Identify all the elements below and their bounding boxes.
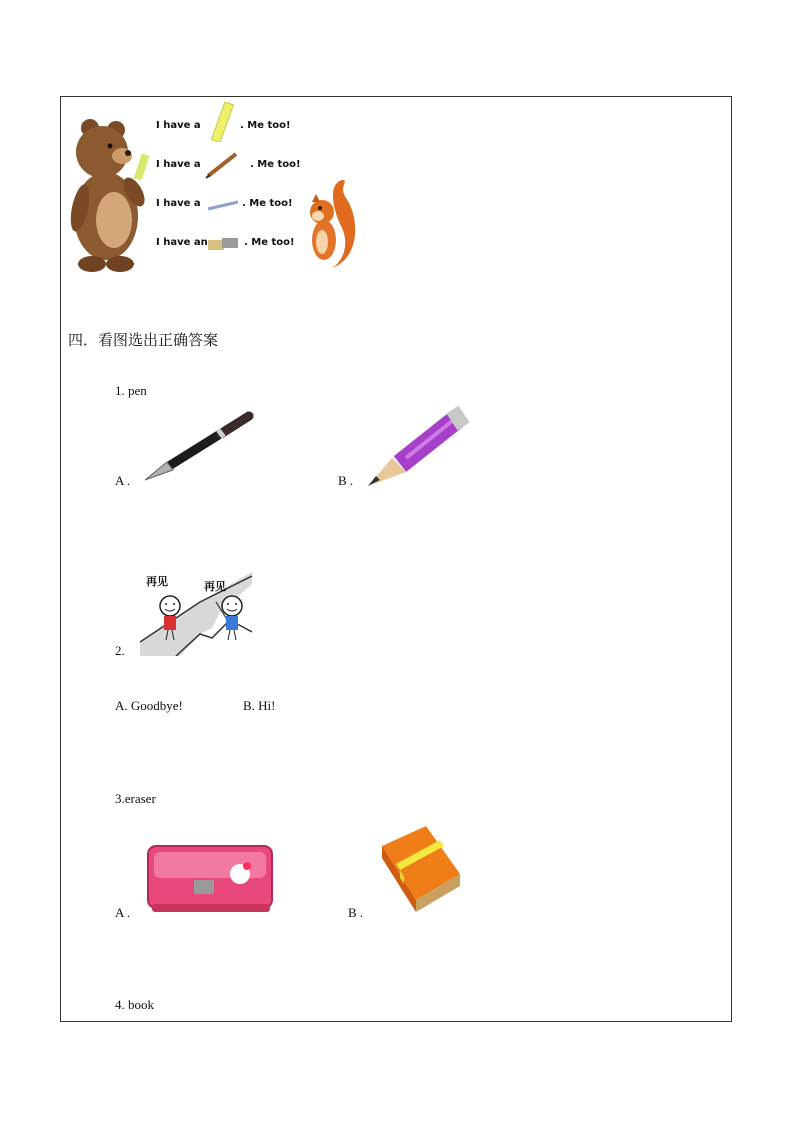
dialogue-suffix: . Me too!	[242, 198, 293, 209]
ruler-icon	[206, 102, 240, 142]
question-3-number: 3.eraser	[115, 791, 156, 806]
question-3-option-b-label[interactable]: B .	[348, 905, 364, 920]
question-2-number: 2.	[115, 643, 125, 658]
question-3-option-a-label[interactable]: A .	[115, 905, 131, 920]
dialogue-suffix: . Me too!	[244, 237, 295, 248]
section-heading: 四．看图选出正确答案	[68, 331, 219, 349]
book-icon[interactable]	[378, 824, 464, 916]
question-4-number: 4. book	[115, 997, 154, 1012]
pencil-icon	[204, 150, 240, 180]
question-2-option-b[interactable]: B. Hi!	[243, 698, 276, 713]
pen-icon	[206, 198, 240, 212]
bubble-right: 再见	[204, 580, 226, 593]
question-2-option-a[interactable]: A. Goodbye!	[115, 698, 183, 713]
pencil-case-icon[interactable]	[144, 840, 276, 920]
dialogue-suffix: . Me too!	[250, 159, 301, 170]
purple-pencil-icon[interactable]	[366, 406, 470, 490]
dialogue-suffix: . Me too!	[240, 120, 291, 131]
dialogue-prefix: I have an	[156, 237, 208, 248]
bubble-left: 再见	[146, 575, 168, 588]
question-1-option-b-label[interactable]: B .	[338, 473, 354, 488]
eraser-icon	[206, 234, 242, 254]
dialogue-prefix: I have a	[156, 120, 201, 131]
dialogue-picture	[66, 112, 366, 278]
question-1-option-a-label[interactable]: A .	[115, 473, 131, 488]
dialogue-prefix: I have a	[156, 159, 201, 170]
bear-icon	[66, 116, 152, 276]
squirrel-icon	[302, 178, 360, 274]
dialogue-line-1	[156, 120, 201, 131]
dialogue-prefix: I have a	[156, 198, 201, 209]
question-1-number: 1. pen	[115, 383, 147, 398]
fountain-pen-icon[interactable]	[143, 410, 255, 482]
